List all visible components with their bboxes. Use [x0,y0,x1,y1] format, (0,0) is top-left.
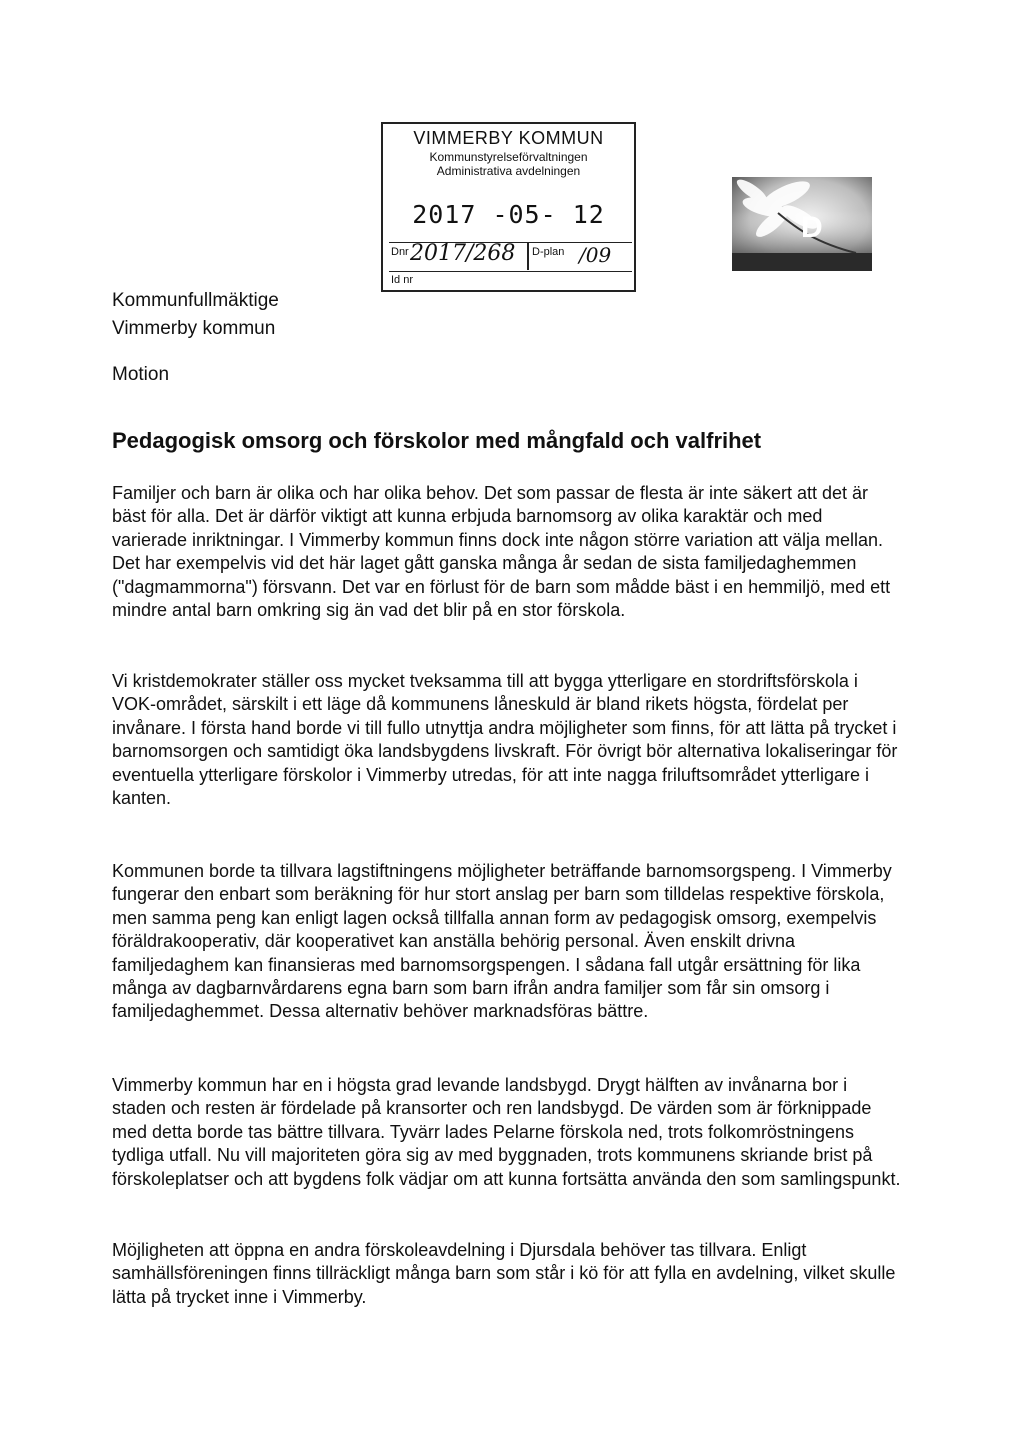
stamp-date: 2017 -05- 12 [412,200,605,229]
body-paragraph-5: Möjligheten att öppna en andra förskoleavdelning i Djursdala behöver tas tillvara. Enligt samhällsföreningen finns tillräckligt många barn som står i kö för att fylla en avdelning, vilket skulle lätta på trycket inne i Vimmerby. [112,1240,896,1307]
stamp-dnr-label: Dnr [391,246,409,258]
stamp-dplan-label: D-plan [532,246,565,258]
body-paragraph-3: Kommunen borde ta tillvara lagstiftningens möjligheter beträffande barnomsorgspeng. I Vimmerby fungerar den enbart som beräkning för hur stort anslag per barn som tilldelas respektive förskola, men samma peng kan enligt lagen också tillfalla annan form av pedagogisk omsorg, exempelvis föräldrakooperativ, där kooperativet kan anställa behörig personal. Även enskilt drivna familjedaghem kan finansieras med barnomsorgspengen. I sådana fall utgår ersättning för lika många av dagbarnvårdarens egna barn som barn ifrån andra familjer som får sin omsorg i familjedaghemmet. Dessa alternativ behöver marknadsföras bättre. [112,861,892,1022]
stamp-department-2: Administrativa avdelningen [436,164,581,178]
recipient-line-2: Vimmerby kommun [112,318,276,339]
stamp-dnr-value: 2017/268 [410,241,516,266]
recipient-line-1: Kommunfullmäktige [112,290,279,311]
stamp-dplan-value: /09 [579,243,612,267]
document-title: Pedagogisk omsorg och förskolor med mångfald och valfrihet [112,428,762,453]
stamp-idnr-label: Id nr [391,274,414,286]
registration-stamp [381,122,636,292]
stamp-divider [527,242,529,270]
document-type: Motion [112,364,170,385]
stamp-organization: VIMMERBY KOMMUN [413,128,604,148]
body-paragraph-4: Vimmerby kommun har en i högsta grad levande landsbygd. Drygt hälften av invånarna bor i staden och resten är fördelade på kransorter och ren landsbygd. De värden som är förknippade med detta borde tas bättre tillvara. Tyvärr lades Pelarne förskola ned, trots folkomröstningens tydliga utfall. Nu vill majoriteten göra sig av med byggnaden, trots kommunens skriande brist på förskoleplatser och att bygdens folk vädjar om att kunna fortsätta använda den som samlingspunkt. [112,1075,901,1189]
body-paragraph-2: Vi kristdemokrater ställer oss mycket tveksamma till att bygga ytterligare en stordriftsförskola i VOK-området, särskilt i ett läge då kommunens låneskuld är bland rikets högsta, fördelat per invånare. I första hand borde vi till fullo utnyttja andra möjligheter som finns, för att lätta på trycket i barnomsorgen och samtidigt öka landsbygdens livskraft. För övrigt bör alternativa lokaliseringar för eventuella ytterligare förskolor i Vimmerby utredas, för att inte nagga friluftsområdet ytterligare i kanten. [112,671,898,809]
christian-democrats-flower-logo-icon [726,133,876,271]
stamp-department-1: Kommunstyrelseförvaltningen [429,150,588,164]
logo-letter: D [801,211,823,244]
body-paragraph-1: Familjer och barn är olika och har olika behov. Det som passar de flesta är inte säkert att det är bäst för alla. Det är därför viktigt att kunna erbjuda barnomsorg av olika karaktär och med varierade inriktningar. I Vimmerby kommun finns dock inte någon större variation att välja mellan. Det har exempelvis vid det här laget gått ganska många år sedan de sista familjedaghemmen ("dagmammorna") försvann. Det var en förlust för de barn som mådde bäst i en hemmiljö, med ett mindre antal barn omkring sig än vad det blir på en stor förskola. [112,483,891,621]
